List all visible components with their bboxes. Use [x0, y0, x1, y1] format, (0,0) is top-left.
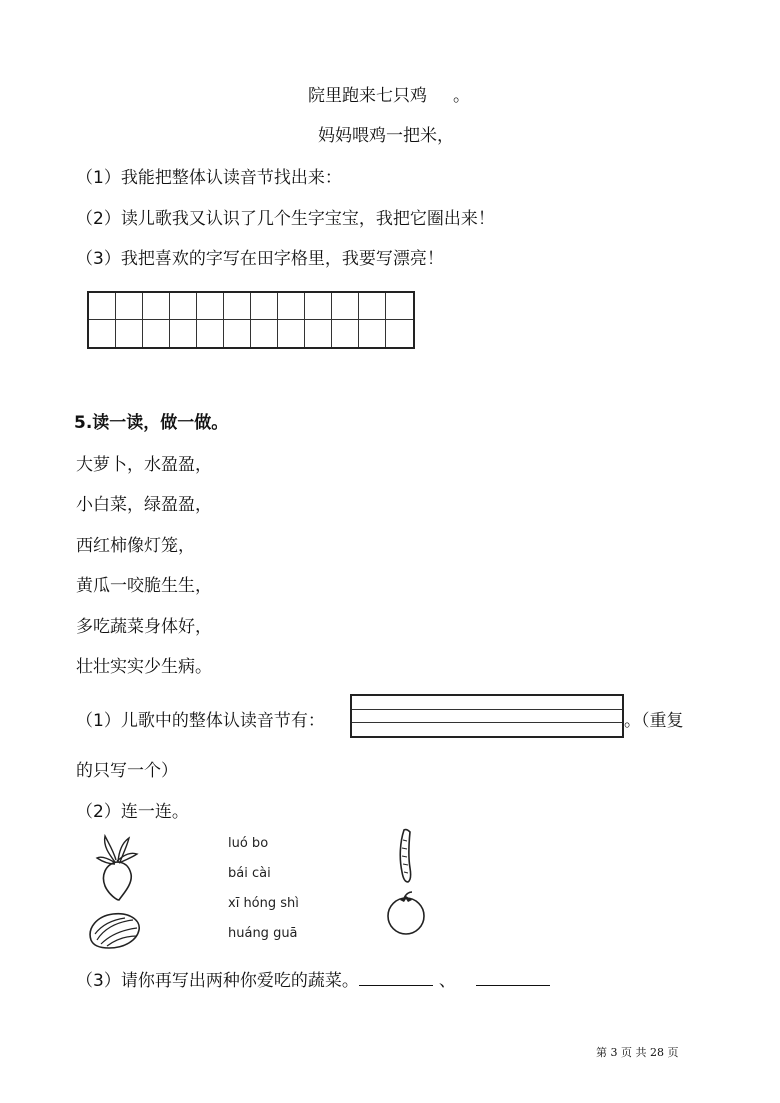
question-5-1: （1）儿歌中的整体认读音节有： [76, 711, 325, 731]
pinyin-option[interactable]: luó bo [228, 836, 269, 851]
grid-cell[interactable] [170, 320, 197, 347]
cabbage-icon[interactable] [85, 910, 143, 950]
grid-cell[interactable] [116, 293, 143, 320]
grid-cell[interactable] [170, 293, 197, 320]
grid-cell[interactable] [143, 293, 170, 320]
pinyin-option[interactable]: huáng guā [228, 926, 298, 941]
grid-cell[interactable] [224, 293, 251, 320]
grid-cell[interactable] [224, 320, 251, 347]
poem-5-line: 西红柿像灯笼， [76, 536, 195, 556]
poem-line-2: 妈妈喂鸡一把米， [318, 126, 454, 146]
grid-cell[interactable] [332, 320, 359, 347]
grid-cell[interactable] [386, 293, 413, 320]
grid-cell[interactable] [278, 320, 305, 347]
grid-cell[interactable] [332, 293, 359, 320]
poem-5-line: 小白菜，绿盈盈， [76, 495, 212, 515]
grid-cell[interactable] [116, 320, 143, 347]
question-5-1-continued: 的只写一个） [76, 761, 178, 781]
grid-cell[interactable] [197, 293, 224, 320]
answer-blank-1[interactable] [359, 969, 433, 986]
question-4-3: （3）我把喜欢的字写在田字格里，我要写漂亮！ [76, 249, 444, 269]
tomato-icon[interactable] [382, 890, 430, 936]
grid-cell[interactable] [305, 320, 332, 347]
grid-cell[interactable] [251, 320, 278, 347]
question-5-2: （2）连一连。 [76, 802, 189, 822]
question-4-2: （2）读儿歌我又认识了几个生字宝宝，我把它圈出来！ [76, 209, 495, 229]
question-5-1-suffix: 。（重复 [624, 711, 684, 731]
page-number: 第 3 页 共 28 页 [596, 1046, 679, 1059]
poem-5-line: 多吃蔬菜身体好， [76, 617, 212, 637]
grid-cell[interactable] [305, 293, 332, 320]
poem-5-line: 大萝卜，水盈盈， [76, 455, 212, 475]
cucumber-icon[interactable] [396, 828, 418, 884]
pinyin-option[interactable]: xī hóng shì [228, 896, 299, 911]
grid-cell[interactable] [197, 320, 224, 347]
radish-icon[interactable] [95, 832, 139, 902]
question-5-3: （3）请你再写出两种你爱吃的蔬菜。 、 [76, 969, 550, 992]
poem-5-line: 壮壮实实少生病。 [76, 657, 212, 677]
poem-5-line: 黄瓜一咬脆生生， [76, 576, 212, 596]
answer-blank-2[interactable] [476, 969, 550, 986]
question-4-1: （1）我能把整体认读音节找出来： [76, 168, 342, 188]
grid-cell[interactable] [386, 320, 413, 347]
writing-grid[interactable] [87, 291, 415, 349]
pinyin-option[interactable]: bái cài [228, 866, 271, 881]
section-5-heading: 5.读一读，做一做。 [74, 413, 229, 433]
grid-cell[interactable] [251, 293, 278, 320]
grid-cell[interactable] [359, 320, 386, 347]
grid-cell[interactable] [89, 320, 116, 347]
poem-line-1: 院里跑来七只鸡 。 [308, 86, 470, 106]
grid-cell[interactable] [278, 293, 305, 320]
grid-cell[interactable] [89, 293, 116, 320]
grid-cell[interactable] [143, 320, 170, 347]
grid-cell[interactable] [359, 293, 386, 320]
pinyin-writing-lines[interactable] [350, 694, 624, 738]
